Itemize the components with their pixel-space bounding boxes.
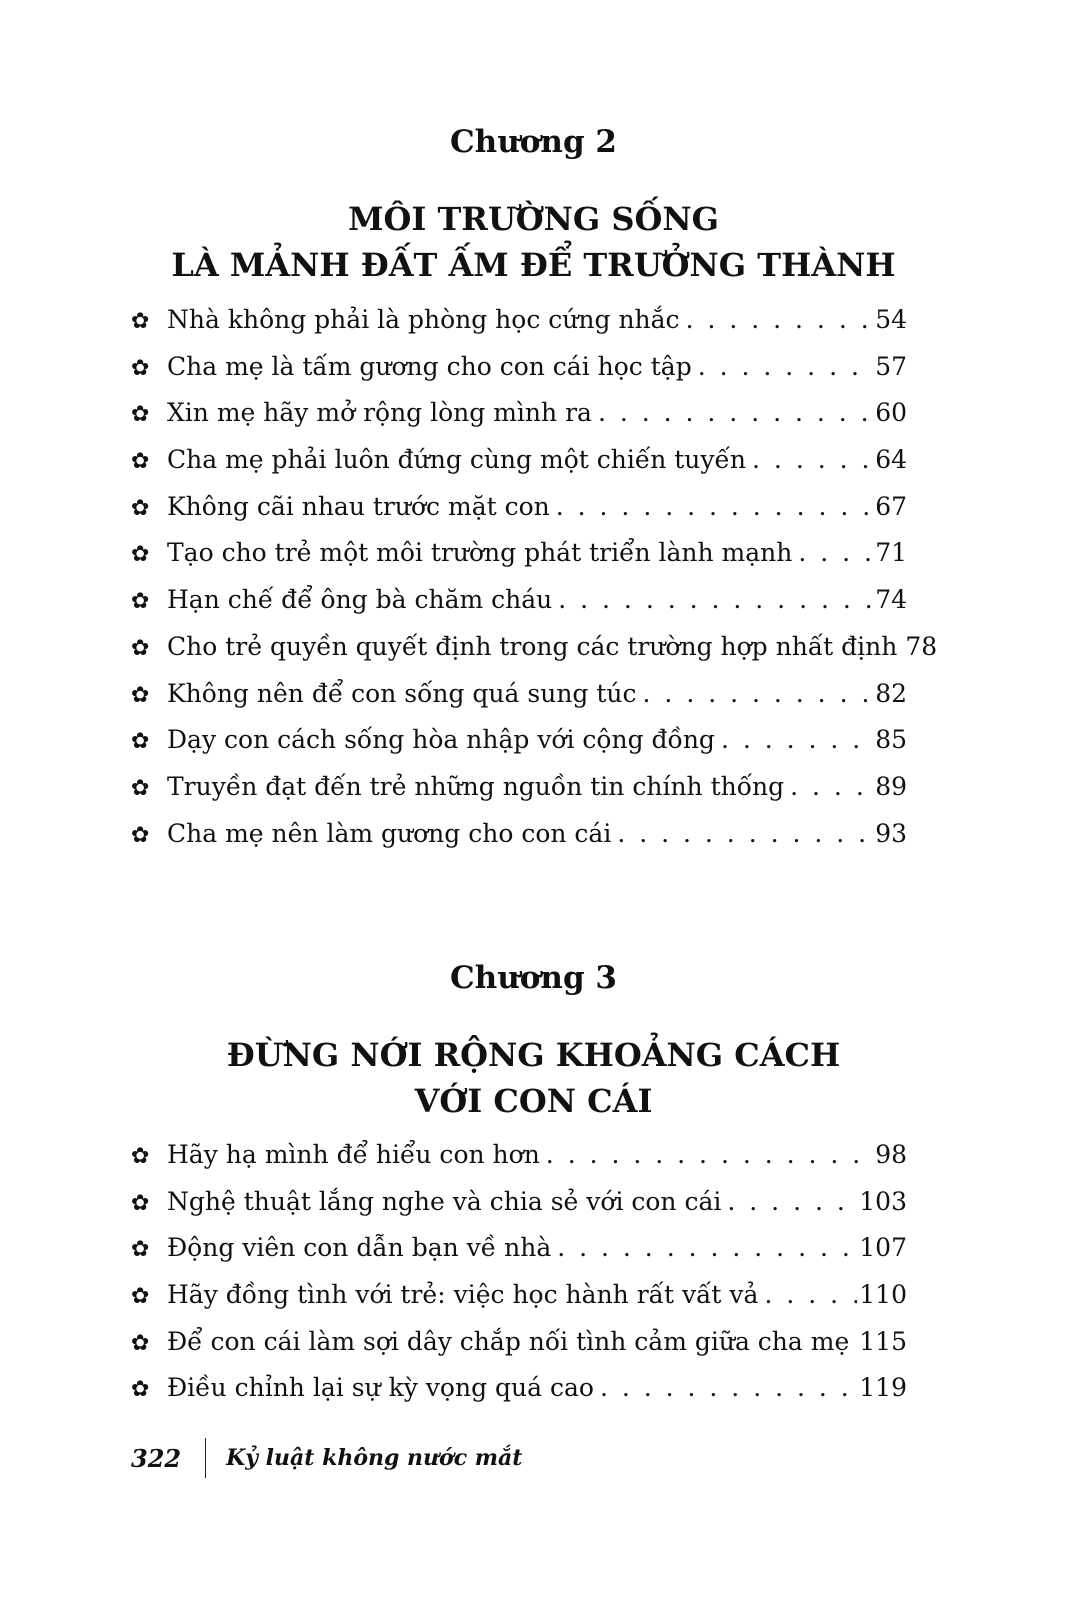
toc-entry[interactable] — [131, 1233, 907, 1280]
toc-entry-title: Không cãi nhau trước mặt con — [167, 491, 550, 521]
dot-leader — [546, 1140, 873, 1169]
toc-entry-page: 98 — [875, 1140, 907, 1169]
toc-entry-page: 93 — [875, 818, 907, 848]
toc-entry-title: Không nên để con sống quá sung túc — [167, 678, 637, 708]
toc-entry-title: Điều chỉnh lại sự kỳ vọng quá cao — [167, 1373, 594, 1403]
toc-entry[interactable] — [131, 819, 907, 866]
toc-entry-title: Để con cái làm sợi dây chắp nối tình cảm giữa cha mẹ — [167, 1326, 850, 1356]
dot-leader — [721, 725, 873, 754]
flower-icon: ✿ — [131, 589, 150, 615]
toc-entry[interactable] — [131, 585, 907, 632]
toc-entry-title: Cha mẹ là tấm gương cho con cái học tập — [167, 351, 692, 381]
flower-icon: ✿ — [131, 542, 150, 568]
toc-entry-page: 78 — [905, 631, 938, 661]
toc-entry-title: Hãy hạ mình để hiểu con hơn — [167, 1140, 540, 1169]
flower-icon: ✿ — [131, 1190, 150, 1216]
dot-leader — [855, 1327, 857, 1356]
toc-entry-page: 57 — [875, 351, 907, 381]
flower-icon: ✿ — [131, 822, 150, 848]
toc-entry[interactable] — [131, 1187, 907, 1234]
dot-leader — [686, 305, 874, 334]
toc-entry[interactable] — [131, 679, 907, 726]
toc-entry-title: Cha mẹ phải luôn đứng cùng một chiến tuyến — [167, 445, 747, 475]
toc-entry[interactable] — [131, 631, 938, 679]
flower-icon: ✿ — [131, 355, 150, 381]
toc-entry-title: Truyền đạt đến trẻ những nguồn tin chính thống — [167, 771, 785, 801]
toc-entry-page: 107 — [859, 1233, 907, 1263]
toc-entry-page: 110 — [859, 1280, 907, 1310]
chapter-2-toc — [131, 305, 938, 865]
flower-icon: ✿ — [131, 1284, 150, 1310]
toc-entry-title: Nhà không phải là phòng học cứng nhắc — [167, 305, 680, 334]
chapter-3-title-line-2: VỚI CON CÁI — [414, 1082, 653, 1120]
chapter-2-title — [0, 196, 1067, 288]
toc-entry-page: 89 — [875, 771, 907, 801]
toc-entry[interactable] — [131, 538, 907, 585]
toc-entry[interactable] — [131, 1373, 907, 1420]
toc-entry[interactable] — [131, 725, 907, 772]
toc-entry-title: Dạy con cách sống hòa nhập với cộng đồng — [167, 725, 715, 755]
toc-entry-title: Cho trẻ quyền quyết định trong các trường hợp nhất định — [167, 631, 898, 661]
flower-icon: ✿ — [131, 729, 150, 755]
page-number: 322 — [131, 1443, 182, 1473]
chapter-3-toc — [131, 1140, 907, 1420]
toc-entry-title: Hãy đồng tình với trẻ: việc học hành rất vất vả — [167, 1280, 759, 1310]
flower-icon: ✿ — [131, 635, 150, 661]
chapter-2-title-line-2: LÀ MẢNH ĐẤT ẤM ĐỂ TRƯỞNG THÀNH — [171, 246, 896, 284]
flower-icon: ✿ — [131, 775, 150, 801]
toc-entry-page: 64 — [875, 445, 907, 475]
toc-entry[interactable] — [131, 1140, 907, 1187]
toc-entry[interactable] — [131, 1280, 907, 1327]
chapter-3-title-line-1: ĐỪNG NỚI RỘNG KHOẢNG CÁCH — [226, 1036, 841, 1074]
toc-entry-title: Xin mẹ hãy mở rộng lòng mình ra — [167, 398, 592, 428]
toc-entry-title: Động viên con dẫn bạn về nhà — [167, 1233, 552, 1263]
book-title: Kỷ luật không nước mắt — [226, 1445, 523, 1471]
toc-entry[interactable] — [131, 352, 907, 399]
toc-entry[interactable] — [131, 492, 907, 539]
flower-icon: ✿ — [131, 402, 150, 428]
toc-entry[interactable] — [131, 305, 907, 352]
toc-entry-page: 119 — [859, 1373, 907, 1403]
toc-entry-page: 74 — [875, 585, 907, 615]
toc-entry-title: Nghệ thuật lắng nghe và chia sẻ với con cái — [167, 1186, 722, 1216]
dot-leader — [764, 1280, 857, 1309]
flower-icon: ✿ — [131, 1330, 150, 1356]
chapter-3-label: Chương 3 — [449, 960, 617, 996]
toc-entry-page: 115 — [859, 1326, 907, 1356]
dot-leader — [798, 538, 873, 567]
toc-entry-page: 82 — [875, 678, 907, 708]
toc-entry-title: Cha mẹ nên làm gương cho con cái — [167, 818, 612, 848]
footer-divider — [205, 1438, 206, 1478]
dot-leader — [790, 772, 873, 801]
toc-entry-title: Hạn chế để ông bà chăm cháu — [167, 585, 553, 615]
chapter-2-label: Chương 2 — [449, 124, 617, 160]
toc-entry[interactable] — [131, 1327, 907, 1374]
flower-icon: ✿ — [131, 1144, 150, 1169]
dot-leader — [752, 445, 873, 474]
flower-icon: ✿ — [131, 449, 150, 475]
toc-entry-page: 85 — [875, 725, 907, 755]
dot-leader — [698, 352, 873, 381]
toc-entry-page: 67 — [875, 491, 907, 521]
dot-leader — [556, 492, 873, 521]
flower-icon: ✿ — [131, 682, 150, 708]
toc-entry-page: 103 — [859, 1186, 907, 1216]
dot-leader — [557, 1233, 857, 1262]
flower-icon: ✿ — [131, 1377, 150, 1403]
page-footer — [131, 1437, 522, 1479]
flower-icon: ✿ — [131, 309, 150, 334]
chapter-3-title — [0, 1032, 1067, 1124]
toc-entry[interactable] — [131, 445, 907, 492]
dot-leader — [617, 819, 873, 848]
dot-leader — [600, 1373, 857, 1402]
toc-entry-page: 54 — [875, 305, 907, 334]
toc-entry[interactable] — [131, 772, 907, 819]
dot-leader — [598, 398, 873, 427]
dot-leader — [643, 679, 874, 708]
toc-entry[interactable] — [131, 398, 907, 445]
toc-entry-title: Tạo cho trẻ một môi trường phát triển lành mạnh — [167, 538, 793, 568]
toc-entry-page: 71 — [875, 538, 907, 568]
flower-icon: ✿ — [131, 495, 150, 521]
chapter-2-title-line-1: MÔI TRƯỜNG SỐNG — [348, 200, 719, 238]
dot-leader — [727, 1187, 857, 1216]
toc-entry-page: 60 — [875, 398, 907, 428]
dot-leader — [558, 585, 873, 614]
flower-icon: ✿ — [131, 1237, 150, 1263]
